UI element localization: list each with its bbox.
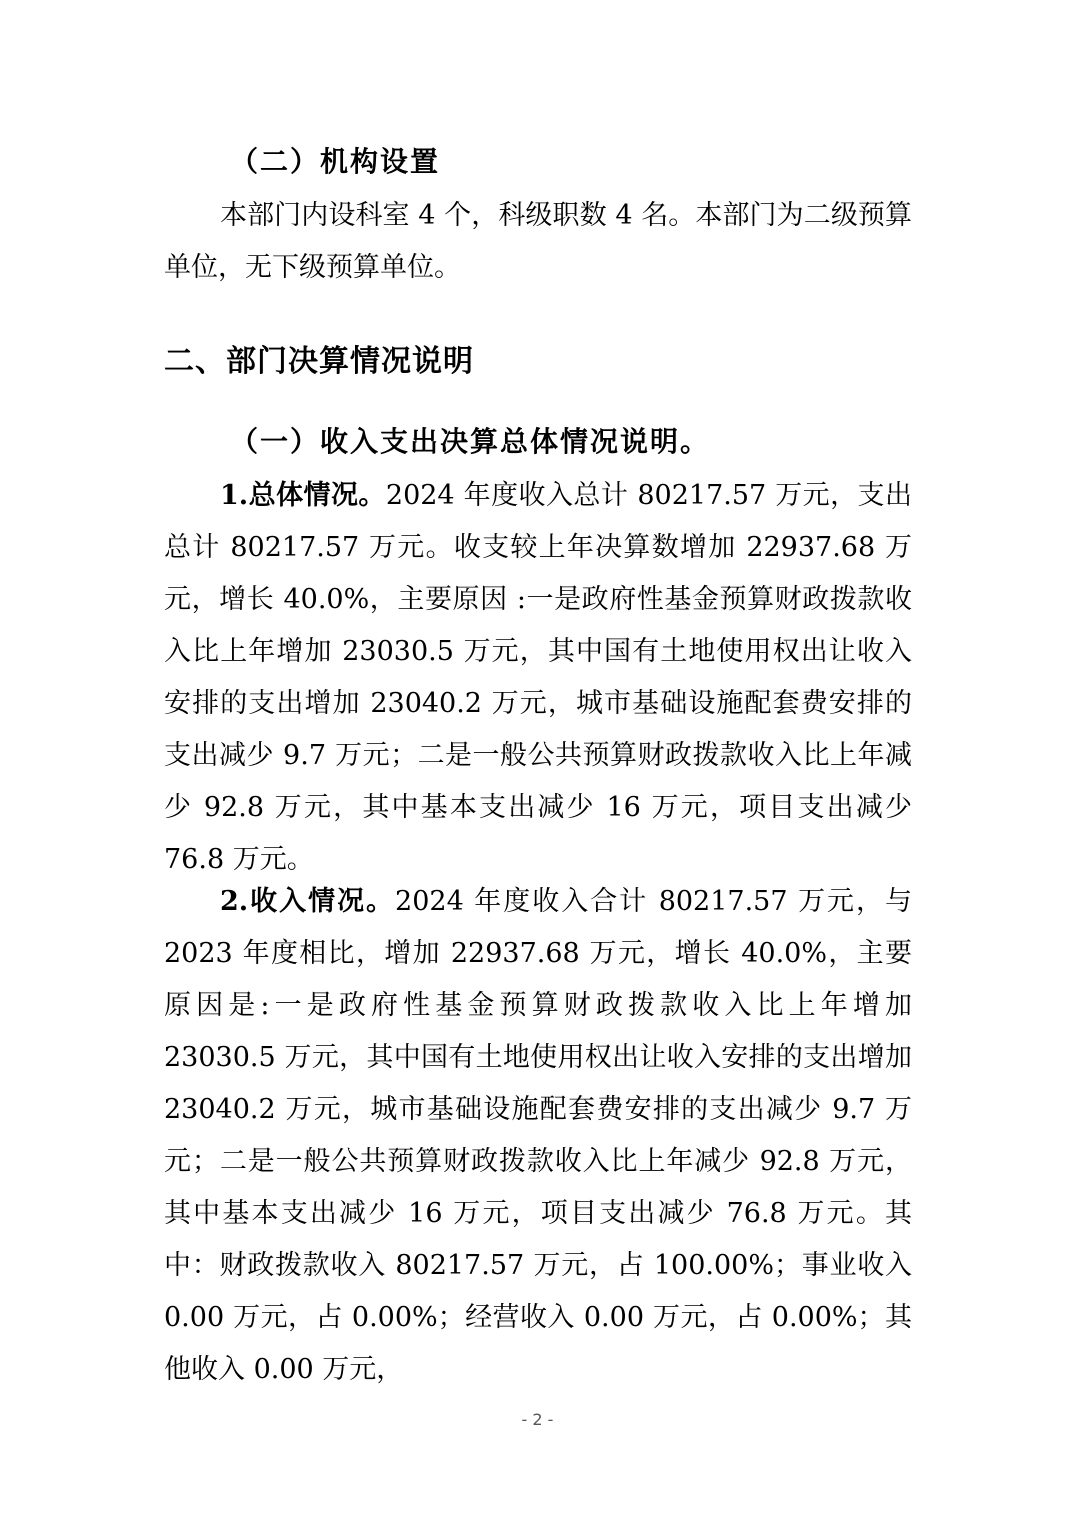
- org-setup-paragraph: 本部门内设科室 4 个，科级职数 4 名。本部门为二级预算单位，无下级预算单位。: [164, 200, 912, 283]
- overall-situation-lead: 1.总体情况。: [220, 480, 386, 511]
- income-situation-text: 2024 年度收入合计 80217.57 万元，与 2023 年度相比，增加 22937.68 万元，增长 40.0%，主要原因是:一是政府性基金预算财政拨款收入比上年增加 23030.5 万元，其中国有土地使用权出让收入安排的支出增加 23040.2 万元，城市基础设施配套费安排的支出减少 9.7 万元；二是一般公共预算财政拨款收入比上年减少 92.8 万元，其中基本支出减少 16 万元，项目支出减少 76.8 万元。其中：财政拨款收入 80217.57 万元，占 100.00%；事业收入 0.00 万元，占 0.00%；经营收入 0.00 万元，占 0.00%；其他收入 0.00 万元，: [164, 886, 912, 1385]
- income-expenditure-heading: （一）收入支出决算总体情况说明。: [230, 425, 711, 458]
- overall-situation-text: 2024 年度收入总计 80217.57 万元，支出总计 80217.57 万元。收支较上年决算数增加 22937.68 万元，增长 40.0%，主要原因 :一是政府性基金预算财政拨款收入比上年增加 23030.5 万元，其中国有土地使用权出让收入安排的支出增加 23040.2 万元，城市基础设施配套费安排的支出减少 9.7 万元；二是一般公共预算财政拨款收入比上年减少 92.8 万元，其中基本支出减少 16 万元，项目支出减少 76.8 万元。: [164, 480, 913, 875]
- income-situation-lead: 2.收入情况。: [220, 886, 396, 917]
- page-number: - 2 -: [521, 1410, 554, 1429]
- overall-situation-paragraph: [164, 470, 912, 886]
- org-setup-heading: （二）机构设置: [230, 145, 441, 178]
- income-situation-paragraph: [164, 876, 912, 1396]
- final-accounts-heading: 二、部门决算情况说明: [164, 344, 474, 379]
